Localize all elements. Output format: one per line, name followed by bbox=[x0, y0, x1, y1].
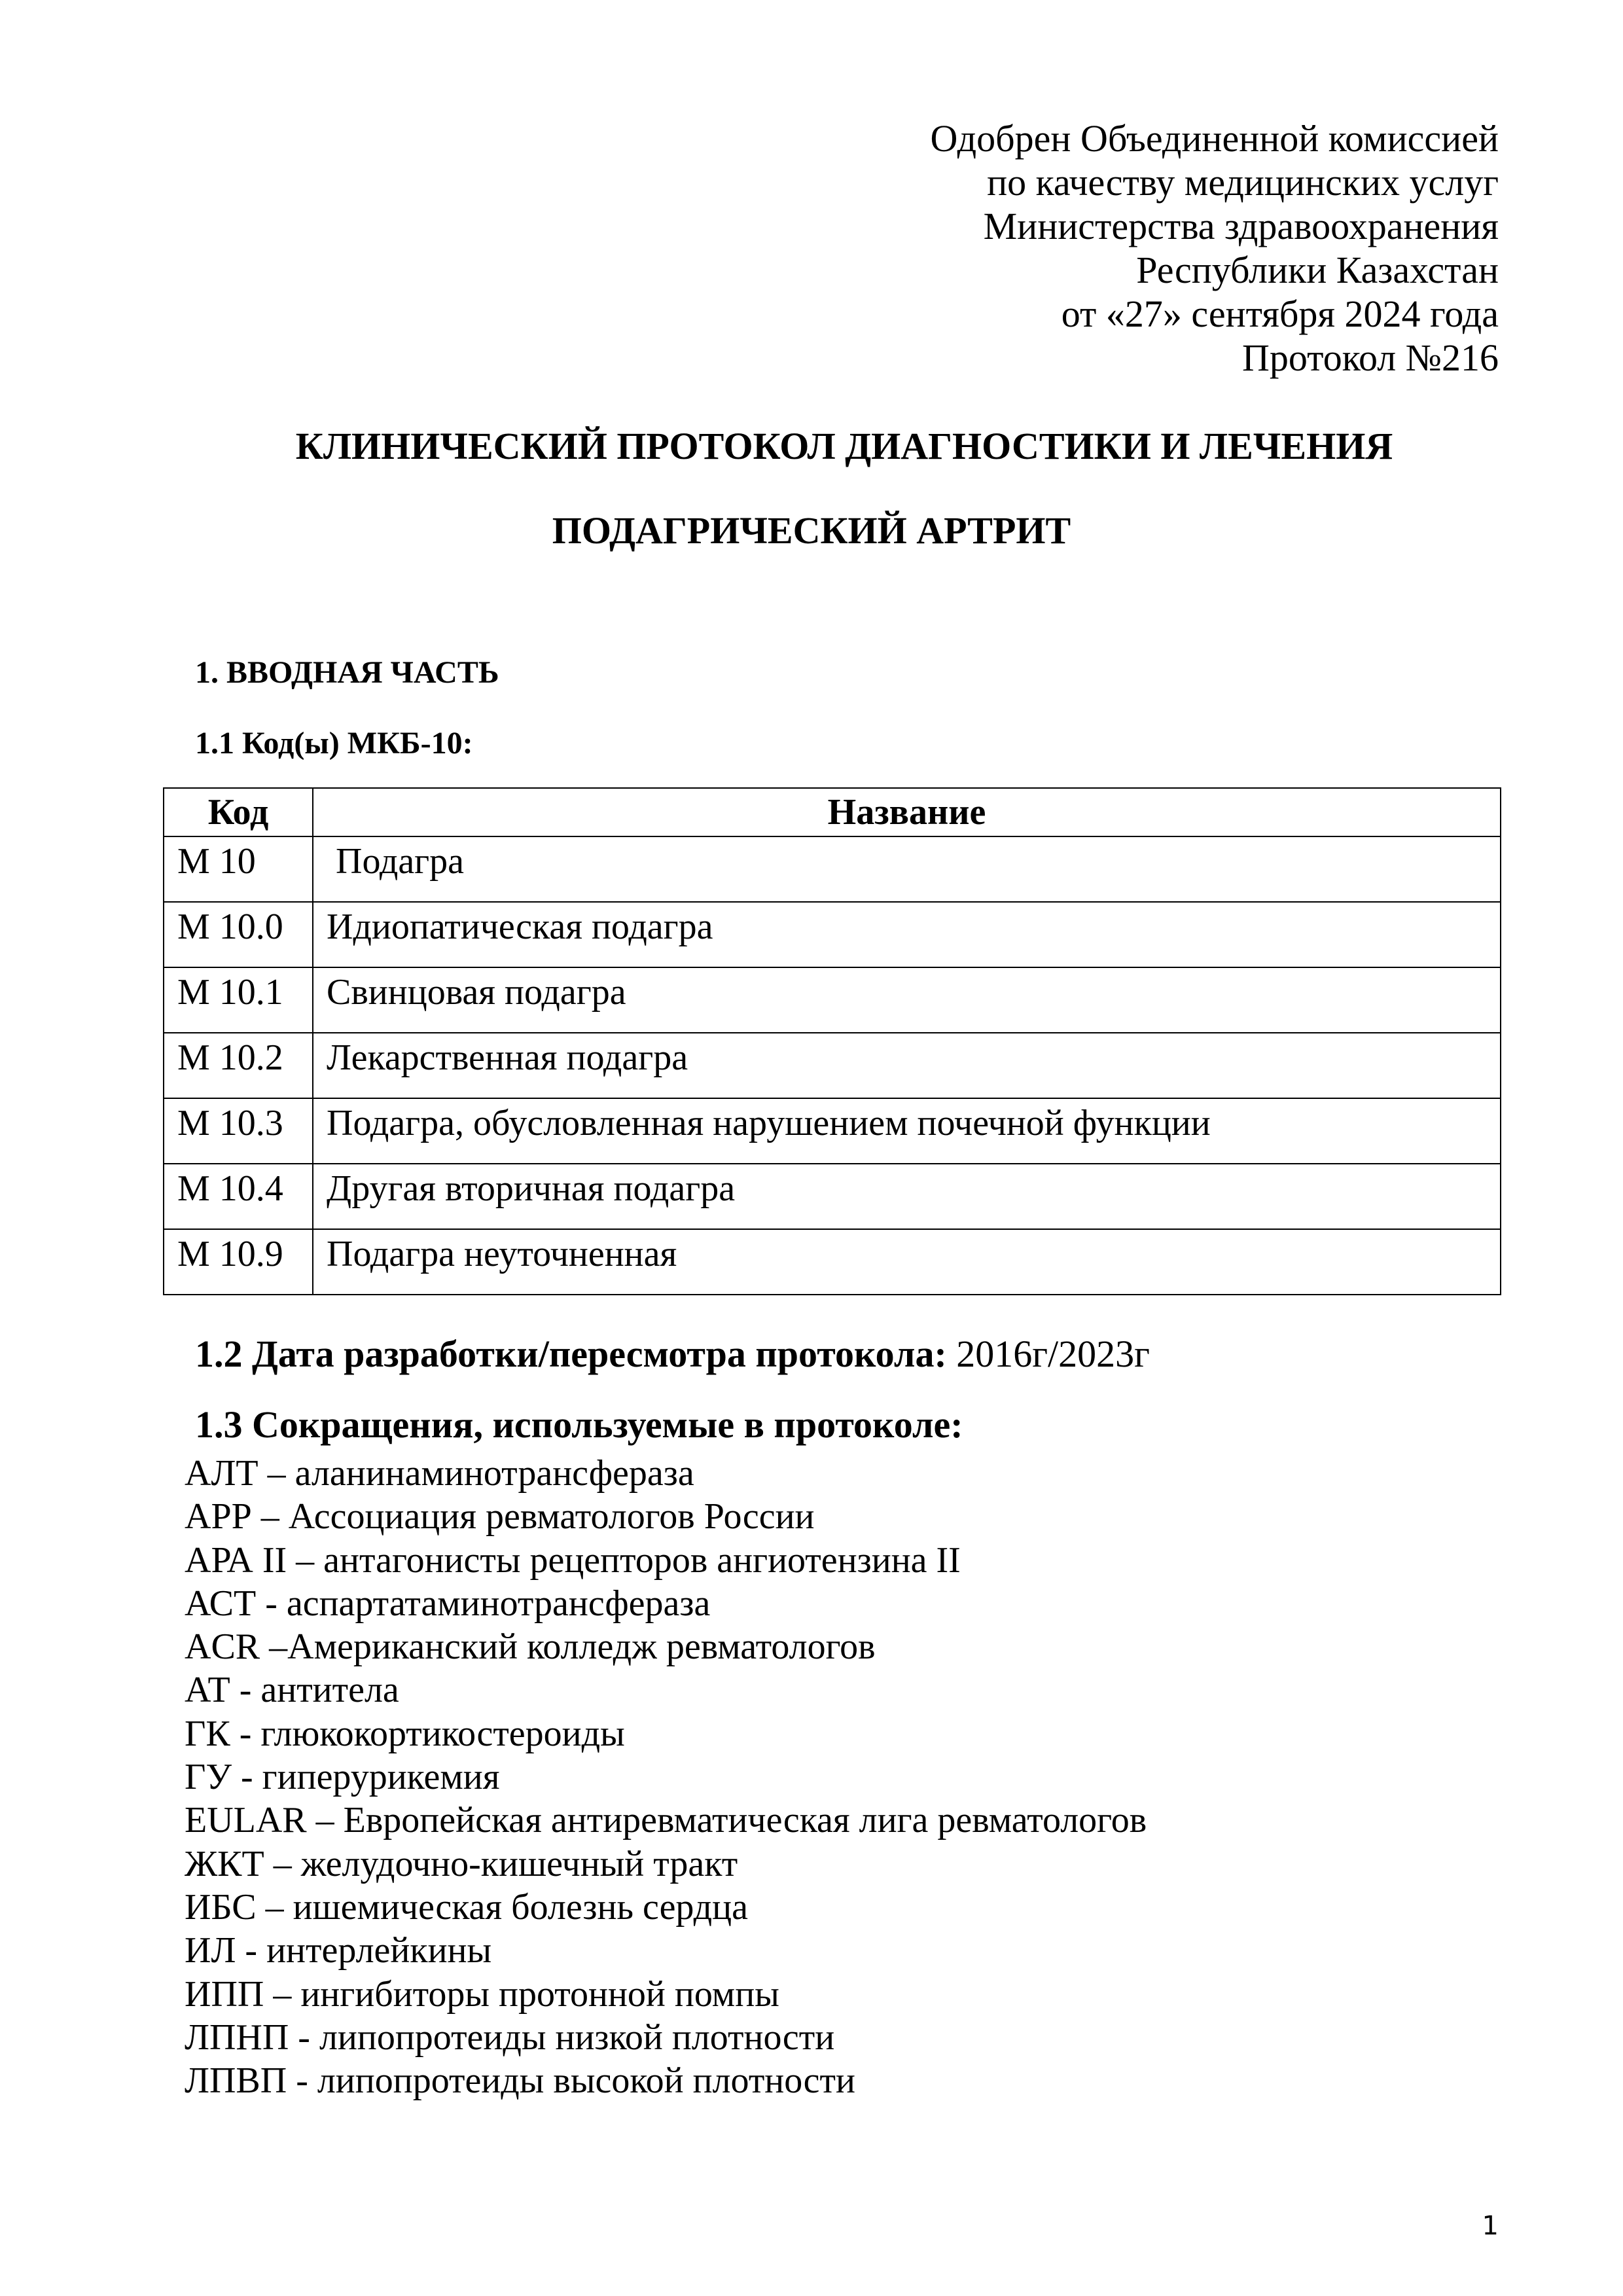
approval-line: Протокол №216 bbox=[1242, 336, 1499, 379]
section-heading-icd-codes: 1.1 Код(ы) МКБ-10: bbox=[195, 726, 473, 761]
list-item: ИБС – ишемическая болезнь сердца bbox=[185, 1886, 748, 1928]
icd-name-cell: Подагра, обусловленная нарушением почечной функции bbox=[313, 1098, 1501, 1164]
protocol-date-line bbox=[195, 1332, 1150, 1376]
approval-line: Республики Казахстан bbox=[1136, 249, 1499, 291]
list-item: ЛПВП - липопротеиды высокой плотности bbox=[185, 2060, 855, 2102]
icd-code-cell: М 10.9 bbox=[164, 1229, 313, 1295]
icd-code-cell: М 10 bbox=[164, 836, 313, 902]
icd-code-cell: М 10.4 bbox=[164, 1164, 313, 1229]
document-title: КЛИНИЧЕСКИЙ ПРОТОКОЛ ДИАГНОСТИКИ И ЛЕЧЕНИЯ bbox=[295, 425, 1393, 467]
list-item: ИЛ - интерлейкины bbox=[185, 1930, 492, 1971]
column-header-code: Код bbox=[164, 788, 313, 836]
icd-name-cell: Идиопатическая подагра bbox=[313, 902, 1501, 967]
list-item: ИПП – ингибиторы протонной помпы bbox=[185, 1973, 779, 2015]
icd-name-cell: Подагра bbox=[313, 836, 1501, 902]
table-row bbox=[164, 1033, 1501, 1098]
list-item: ГК - глюкокортикостероиды bbox=[185, 1713, 625, 1754]
table-row bbox=[164, 1164, 1501, 1229]
section-heading-intro: 1. ВВОДНАЯ ЧАСТЬ bbox=[195, 655, 499, 690]
table-row bbox=[164, 1098, 1501, 1164]
table-header-row bbox=[164, 788, 1501, 836]
table-row bbox=[164, 967, 1501, 1033]
icd-name-cell: Другая вторичная подагра bbox=[313, 1164, 1501, 1229]
approval-block bbox=[931, 117, 1499, 380]
table-row bbox=[164, 902, 1501, 967]
list-item: АСТ - аспартатаминотрансфераза bbox=[185, 1583, 711, 1624]
icd-code-cell: М 10.3 bbox=[164, 1098, 313, 1164]
list-item: АЛТ – аланинаминотрансфераза bbox=[185, 1453, 694, 1494]
protocol-date-value: 2016г/2023г bbox=[946, 1333, 1150, 1375]
icd-name-cell: Подагра неуточненная bbox=[313, 1229, 1501, 1295]
icd-name-cell: Свинцовая подагра bbox=[313, 967, 1501, 1033]
icd-code-cell: М 10.0 bbox=[164, 902, 313, 967]
column-header-name: Название bbox=[313, 788, 1501, 836]
icd-code-cell: М 10.1 bbox=[164, 967, 313, 1033]
table-row bbox=[164, 1229, 1501, 1295]
list-item: ГУ - гиперурикемия bbox=[185, 1757, 500, 1798]
list-item: ЖКТ – желудочно-кишечный тракт bbox=[185, 1843, 738, 1884]
table-row bbox=[164, 836, 1501, 902]
list-item: ЛПНП - липопротеиды низкой плотности bbox=[185, 2017, 835, 2058]
icd-codes-table bbox=[163, 787, 1501, 1295]
icd-name-cell: Лекарственная подагра bbox=[313, 1033, 1501, 1098]
approval-line: от «27» сентября 2024 года bbox=[1061, 293, 1499, 335]
document-subtitle: ПОДАГРИЧЕСКИЙ АРТРИТ bbox=[552, 509, 1071, 552]
list-item: АРР – Ассоциация ревматологов России bbox=[185, 1496, 815, 1537]
list-item: АТ - антитела bbox=[185, 1670, 399, 1711]
approval-line: Министерства здравоохранения bbox=[983, 205, 1499, 247]
page-number: 1 bbox=[1482, 2211, 1499, 2241]
list-item: АРА II – антагонисты рецепторов ангиотензина II bbox=[185, 1539, 961, 1581]
section-heading-abbreviations: 1.3 Сокращения, используемые в протоколе: bbox=[195, 1403, 963, 1446]
protocol-date-label: 1.2 Дата разработки/пересмотра протокола: bbox=[195, 1333, 947, 1375]
approval-line: по качеству медицинских услуг bbox=[987, 161, 1499, 204]
approval-line: Одобрен Объединенной комиссией bbox=[930, 117, 1499, 160]
icd-code-cell: М 10.2 bbox=[164, 1033, 313, 1098]
list-item: ACR –Американский колледж ревматологов bbox=[185, 1626, 876, 1668]
abbreviations-list bbox=[185, 1452, 1147, 2102]
list-item: EULAR – Европейская антиревматическая лига ревматологов bbox=[185, 1800, 1147, 1841]
